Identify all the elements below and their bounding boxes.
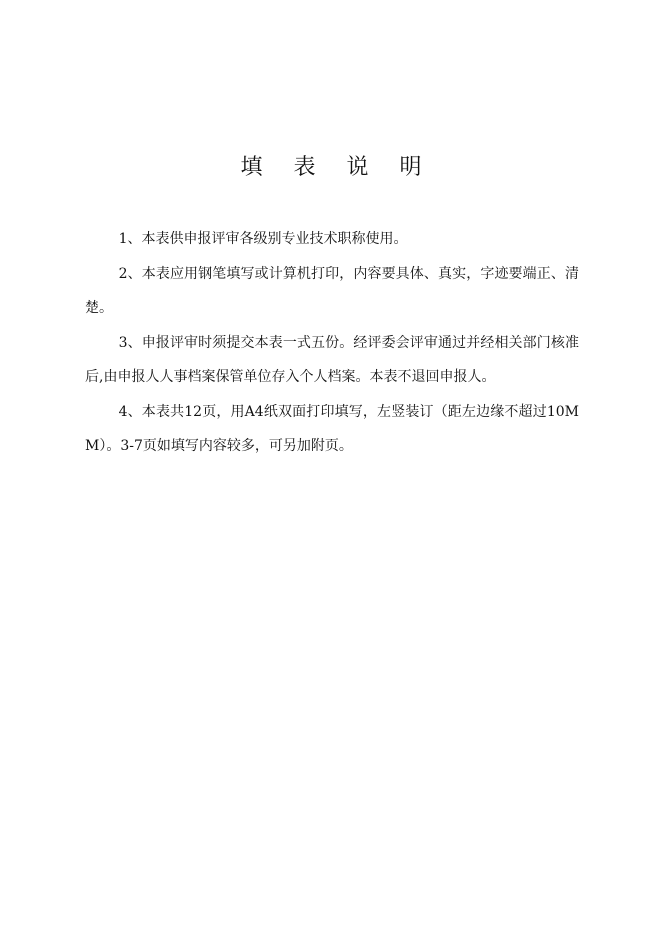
instruction-item-2: 2、本表应用钢笔填写或计算机打印，内容要具体、真实，字迹要端正、清楚。 bbox=[85, 265, 579, 316]
instruction-item-3: 3、申报评审时须提交本表一式五份。经评委会评审通过并经相关部门核准后,由申报人人事档案保管单位存入个人档案。本表不退回申报人。 bbox=[85, 334, 579, 385]
instruction-item-4: 4、本表共12页，用A4纸双面打印填写，左竖装订（距左边缘不超过10MM）。3-7页如填写内容较多，可另加附页。 bbox=[85, 403, 579, 454]
page-title: 填 表 说 明 bbox=[240, 155, 434, 180]
instructions-body bbox=[85, 222, 579, 464]
instruction-item-1: 1、本表供申报评审各级别专业技术职称使用。 bbox=[118, 231, 408, 247]
